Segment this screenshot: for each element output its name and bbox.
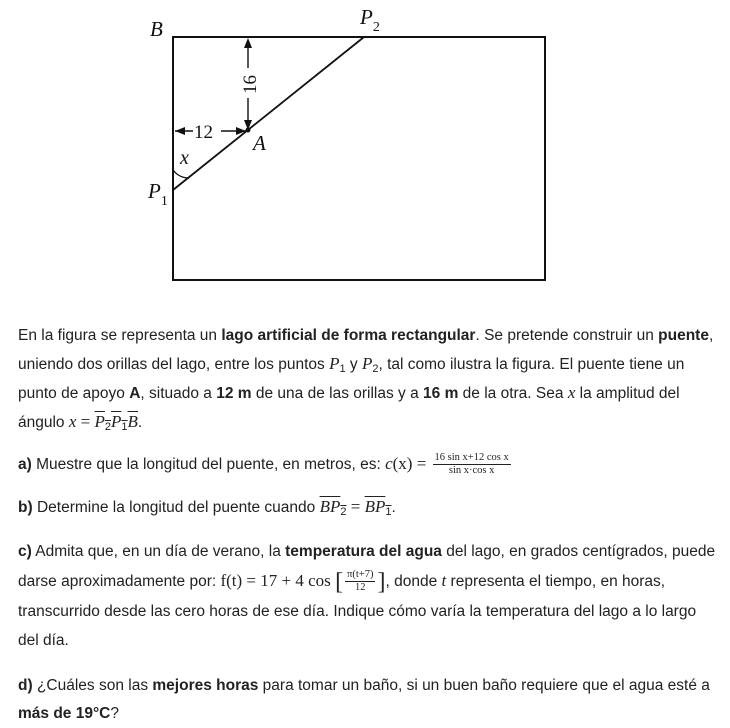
- length-fraction: $\frac{\text{16 sin x+12 cos x}}{\text{sin x·cos x}}$: [434, 452, 509, 477]
- lake-rectangle: [173, 37, 545, 280]
- point-a-marker: [246, 128, 251, 133]
- intro-paragraph: En la figura se representa un lago artificial de forma rectangular. Se pretende construir un puente, uniendo dos orillas del lago, entre los puntos $P_1$ y $P_2$, tal como ilustra la figura. El puente tiene un punto de apoyo A, situado a 12 m de una de las orillas y a 16 m de la otra. Sea x la amplitud del ángulo $x = P_2P_1B$.: [18, 327, 714, 433]
- dimension-16-label: 16: [240, 75, 261, 94]
- part-c: c) Admita que, en un día de verano, la temperatura del agua del lago, en grados centígrados, puede darse aproximadamente por: f(t) = 17 + 4 cos [ $\frac{\pi(t+7)}{12}$ ], donde t representa el tiempo, en horas, transcurrido desde las cero horas de ese día. Indique cómo varía la temperatura del lago a lo largo del día.: [18, 543, 716, 649]
- part-a: a) Muestre que la longitud del puente, en metros, es: c(x) = $\frac{\text{16 sin x+12 cos x}}{\text{sin x·cos x}}$: [18, 452, 509, 477]
- bridge-line: [173, 37, 364, 190]
- part-b: b) Determine la longitud del puente cuando $BP_2 = BP_1$.: [18, 497, 396, 518]
- label-b: B: [150, 17, 163, 41]
- part-d: d) ¿Cuáles son las mejores horas para tomar un baño, si un buen baño requiere que el agua esté a más de 19°C?: [18, 677, 710, 722]
- label-x: x: [180, 147, 189, 169]
- label-p2: $P_2$: [360, 5, 380, 35]
- dimension-16-arrow-top: [244, 38, 252, 48]
- lake-figure: [0, 0, 730, 300]
- label-a: A: [253, 131, 266, 155]
- angle-x-arc: [173, 170, 189, 178]
- dimension-12-arrow-left: [175, 127, 185, 135]
- cos-argument-fraction: $\frac{\pi(t+7)}{12}$: [347, 569, 374, 594]
- label-p1: $P_1$: [148, 179, 168, 209]
- dimension-12-label: 12: [194, 122, 213, 143]
